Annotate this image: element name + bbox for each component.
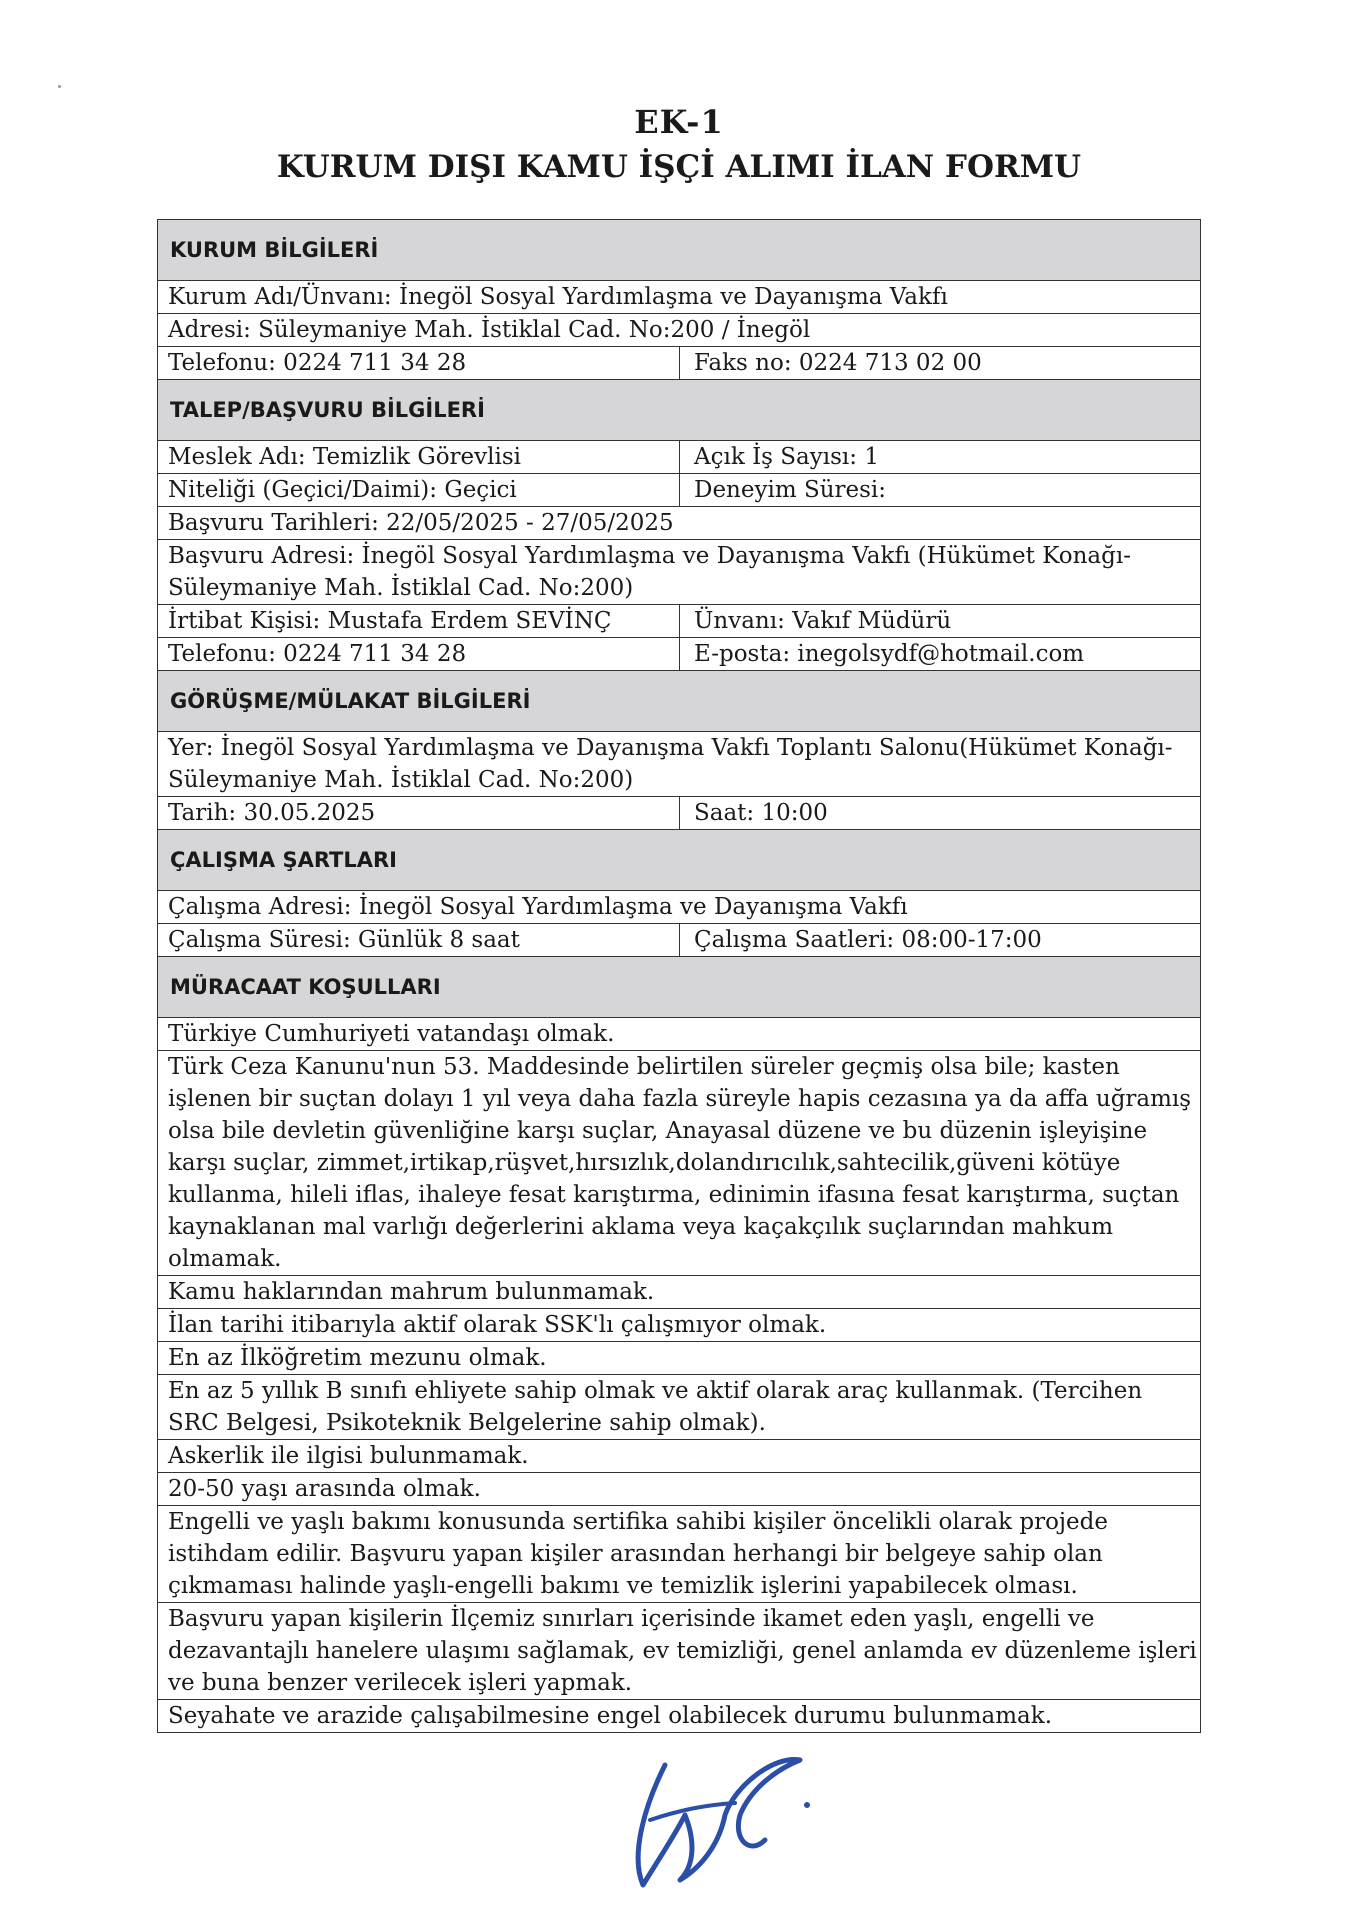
irtibat-unvan: Ünvanı: Vakıf Müdürü (694, 608, 952, 634)
condition-item: En az 5 yıllık B sınıfı ehliyete sahip olmak ve aktif olarak araç kullanmak. (Tercihen SRC Belgesi, Psikoteknik Belgelerine sahip olmak). (168, 1378, 1143, 1436)
condition-row (158, 1051, 1200, 1276)
condition-row (158, 1473, 1200, 1506)
gorusme-saat: Saat: 10:00 (694, 800, 828, 826)
basvuru-tarihleri-row (158, 507, 1200, 540)
irtibat-row (158, 605, 1200, 638)
calisma-saatleri: Çalışma Saatleri: 08:00-17:00 (694, 927, 1042, 953)
calisma-suresi: Çalışma Süresi: Günlük 8 saat (158, 924, 680, 956)
calisma-sure-row (158, 924, 1200, 957)
section-heading-kurum: KURUM BİLGİLERİ (158, 220, 1200, 281)
talep-telefon: Telefonu: 0224 711 34 28 (158, 638, 680, 670)
form-title: KURUM DIŞI KAMU İŞÇİ ALIMI İLAN FORMU (276, 149, 1082, 185)
condition-row (158, 1603, 1200, 1700)
basvuru-adresi: Başvuru Adresi: İnegöl Sosyal Yardımlaşma ve Dayanışma Vakfı (Hükümet Konağı-Süleymaniye Mah. İstiklal Cad. No:200) (168, 543, 1131, 601)
meslek-row (158, 441, 1200, 474)
condition-item: Engelli ve yaşlı bakımı konusunda sertifika sahibi kişiler öncelikli olarak projede istihdam edilir. Başvuru yapan kişiler arasından herhangi bir belgeye sahip olan çıkmaması halinde yaşlı-engelli bakımı ve temizlik işlerini yapabilecek olması. (168, 1509, 1109, 1599)
acik-is-sayisi: Açık İş Sayısı: 1 (694, 444, 879, 470)
kurum-telefon: Telefonu: 0224 711 34 28 (158, 347, 680, 379)
scan-speck (58, 85, 61, 88)
basvuru-adresi-row (158, 540, 1200, 605)
nitelik-row (158, 474, 1200, 507)
kurum-adi: Kurum Adı/Ünvanı: İnegöl Sosyal Yardımlaşma ve Dayanışma Vakfı (168, 284, 948, 310)
basvuru-tarihleri: Başvuru Tarihleri: 22/05/2025 - 27/05/2025 (168, 510, 674, 536)
gorusme-yer-row (158, 732, 1200, 797)
gorusme-yer: Yer: İnegöl Sosyal Yardımlaşma ve Dayanışma Vakfı Toplantı Salonu(Hükümet Konağı-Süleymaniye Mah. İstiklal Cad. No:200) (168, 735, 1173, 793)
condition-item: Başvuru yapan kişilerin İlçemiz sınırları içerisinde ikamet eden yaşlı, engelli ve dezavantajlı hanelere ulaşımı sağlamak, ev temizliği, genel anlamda ev düzenleme işleri ve buna benzer verilecek işleri yapmak. (168, 1606, 1197, 1696)
kurum-adres: Adresi: Süleymaniye Mah. İstiklal Cad. No:200 / İnegöl (168, 317, 811, 343)
condition-item: Türk Ceza Kanunu'nun 53. Maddesinde belirtilen süreler geçmiş olsa bile; kasten işlenen bir suçtan dolayı 1 yıl veya daha fazla süreyle hapis cezasına ya da affa uğramış olsa bile devletin güvenliğine karşı suçlar, Anayasal düzene ve bu düzenin işleyişine karşı suçlar, zimmet,irtikap,rüşvet,hırsızlık,dolandırıcılık,sahtecilik,güveni kötüye kullanma, hileli iflas, ihaleye fesat karıştırma, edinimin ifasına fesat karıştırma, suçtan kaynaklanan mal varlığı değerlerini aklama veya kaçakçılık suçlarından mahkum olmamak. (168, 1054, 1192, 1272)
nitelik: Niteliği (Geçici/Daimi): Geçici (158, 474, 680, 506)
condition-item: Askerlik ile ilgisi bulunmamak. (168, 1443, 529, 1469)
form-code: EK-1 (634, 103, 724, 141)
condition-row (158, 1276, 1200, 1309)
irtibat-kisisi: İrtibat Kişisi: Mustafa Erdem SEVİNÇ (158, 605, 680, 637)
condition-item: 20-50 yaşı arasında olmak. (168, 1476, 481, 1502)
condition-item: Türkiye Cumhuriyeti vatandaşı olmak. (168, 1021, 615, 1047)
kurum-iletisim-row (158, 347, 1200, 380)
handwritten-signature (625, 1745, 815, 1895)
condition-row (158, 1440, 1200, 1473)
condition-item: İlan tarihi itibarıyla aktif olarak SSK'lı çalışmıyor olmak. (168, 1312, 827, 1338)
kurum-adi-row (158, 281, 1200, 314)
talep-eposta: E-posta: inegolsydf@hotmail.com (694, 641, 1085, 667)
condition-row (158, 1018, 1200, 1051)
section-heading-gorusme: GÖRÜŞME/MÜLAKAT BİLGİLERİ (158, 671, 1200, 732)
gorusme-zaman-row (158, 797, 1200, 830)
form-header (0, 100, 1358, 190)
application-form-table (157, 219, 1201, 1733)
condition-item: En az İlköğretim mezunu olmak. (168, 1345, 547, 1371)
calisma-adresi: Çalışma Adresi: İnegöl Sosyal Yardımlaşma ve Dayanışma Vakfı (168, 894, 908, 920)
condition-row (158, 1375, 1200, 1440)
condition-row (158, 1309, 1200, 1342)
kurum-adres-row (158, 314, 1200, 347)
condition-row (158, 1342, 1200, 1375)
condition-row (158, 1700, 1200, 1733)
condition-item: Seyahate ve arazide çalışabilmesine engel olabilecek durumu bulunmamak. (168, 1703, 1053, 1729)
condition-row (158, 1506, 1200, 1603)
gorusme-tarih: Tarih: 30.05.2025 (158, 797, 680, 829)
meslek-adi: Meslek Adı: Temizlik Görevlisi (158, 441, 680, 473)
section-heading-calisma: ÇALIŞMA ŞARTLARI (158, 830, 1200, 891)
deneyim-suresi: Deneyim Süresi: (694, 477, 887, 503)
section-heading-talep: TALEP/BAŞVURU BİLGİLERİ (158, 380, 1200, 441)
condition-item: Kamu haklarından mahrum bulunmamak. (168, 1279, 655, 1305)
talep-iletisim-row (158, 638, 1200, 671)
section-heading-muracaat: MÜRACAAT KOŞULLARI (158, 957, 1200, 1018)
kurum-faks: Faks no: 0224 713 02 00 (694, 350, 982, 376)
calisma-adres-row (158, 891, 1200, 924)
